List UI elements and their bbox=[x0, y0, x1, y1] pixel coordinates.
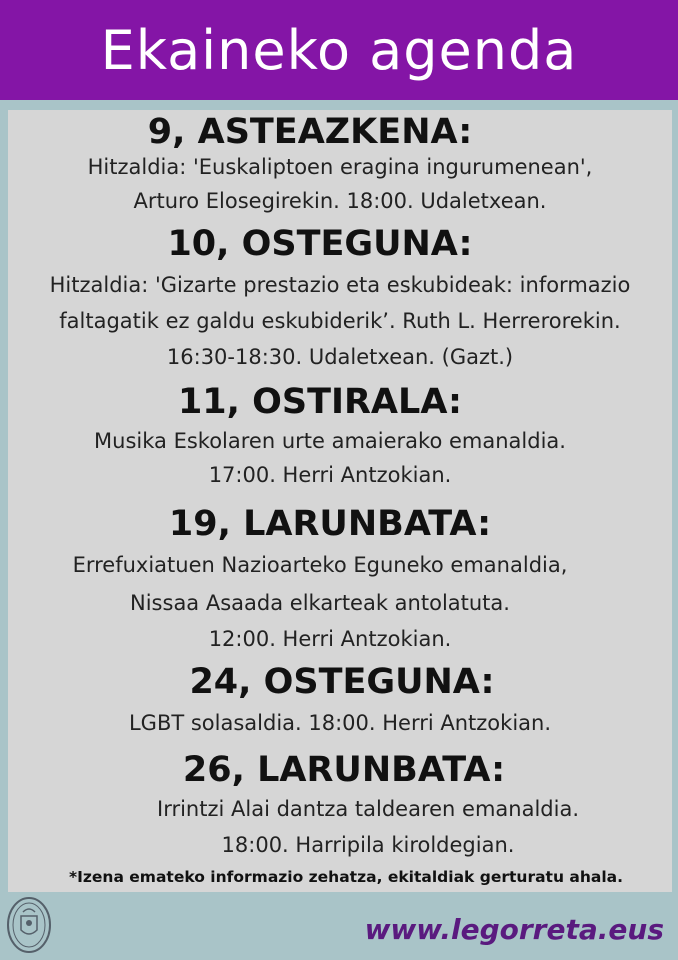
event-line: 16:30-18:30. Udaletxean. (Gazt.) bbox=[166, 345, 514, 369]
page-title: Ekaineko agenda bbox=[100, 18, 578, 82]
event-line: 17:00. Herri Antzokian. bbox=[208, 463, 452, 487]
event-day-heading: 19, LARUNBATA: bbox=[168, 504, 492, 544]
event-line: LGBT solasaldia. 18:00. Herri Antzokian. bbox=[128, 711, 552, 735]
event-line: faltagatik ez galdu eskubiderik’. Ruth L. Herrerorekin. bbox=[59, 309, 621, 333]
event-line: Errefuxiatuen Nazioarteko Eguneko emanaldia, bbox=[72, 553, 568, 577]
event-line: Nissaa Asaada elkarteak antolatuta. bbox=[130, 591, 510, 615]
municipal-seal-icon bbox=[6, 896, 52, 954]
event-day-heading: 9, ASTEAZKENA: bbox=[147, 112, 473, 152]
header-banner bbox=[0, 0, 678, 100]
event-line: 12:00. Herri Antzokian. bbox=[208, 627, 452, 651]
event-line: Irrintzi Alai dantza taldearen emanaldia. bbox=[157, 797, 579, 821]
event-day-heading: 26, LARUNBATA: bbox=[182, 750, 506, 790]
event-day-heading: 24, OSTEGUNA: bbox=[189, 662, 495, 702]
event-line: 18:00. Harripila kiroldegian. bbox=[221, 833, 515, 857]
registration-note: *Izena emateko informazio zehatza, ekitaldiak gerturatu ahala. bbox=[69, 868, 623, 886]
event-day-heading: 11, OSTIRALA: bbox=[177, 382, 463, 422]
website-link[interactable]: www.legorreta.eus bbox=[364, 913, 664, 946]
event-line: Hitzaldia: 'Gizarte prestazio eta eskubideak: informazio bbox=[49, 273, 631, 297]
event-line: Arturo Elosegirekin. 18:00. Udaletxean. bbox=[133, 189, 547, 213]
agenda-panel bbox=[8, 110, 672, 892]
event-line: Musika Eskolaren urte amaierako emanaldia. bbox=[94, 429, 566, 453]
event-line: Hitzaldia: 'Euskaliptoen eragina ingurumenean', bbox=[87, 155, 593, 179]
event-day-heading: 10, OSTEGUNA: bbox=[167, 224, 473, 264]
